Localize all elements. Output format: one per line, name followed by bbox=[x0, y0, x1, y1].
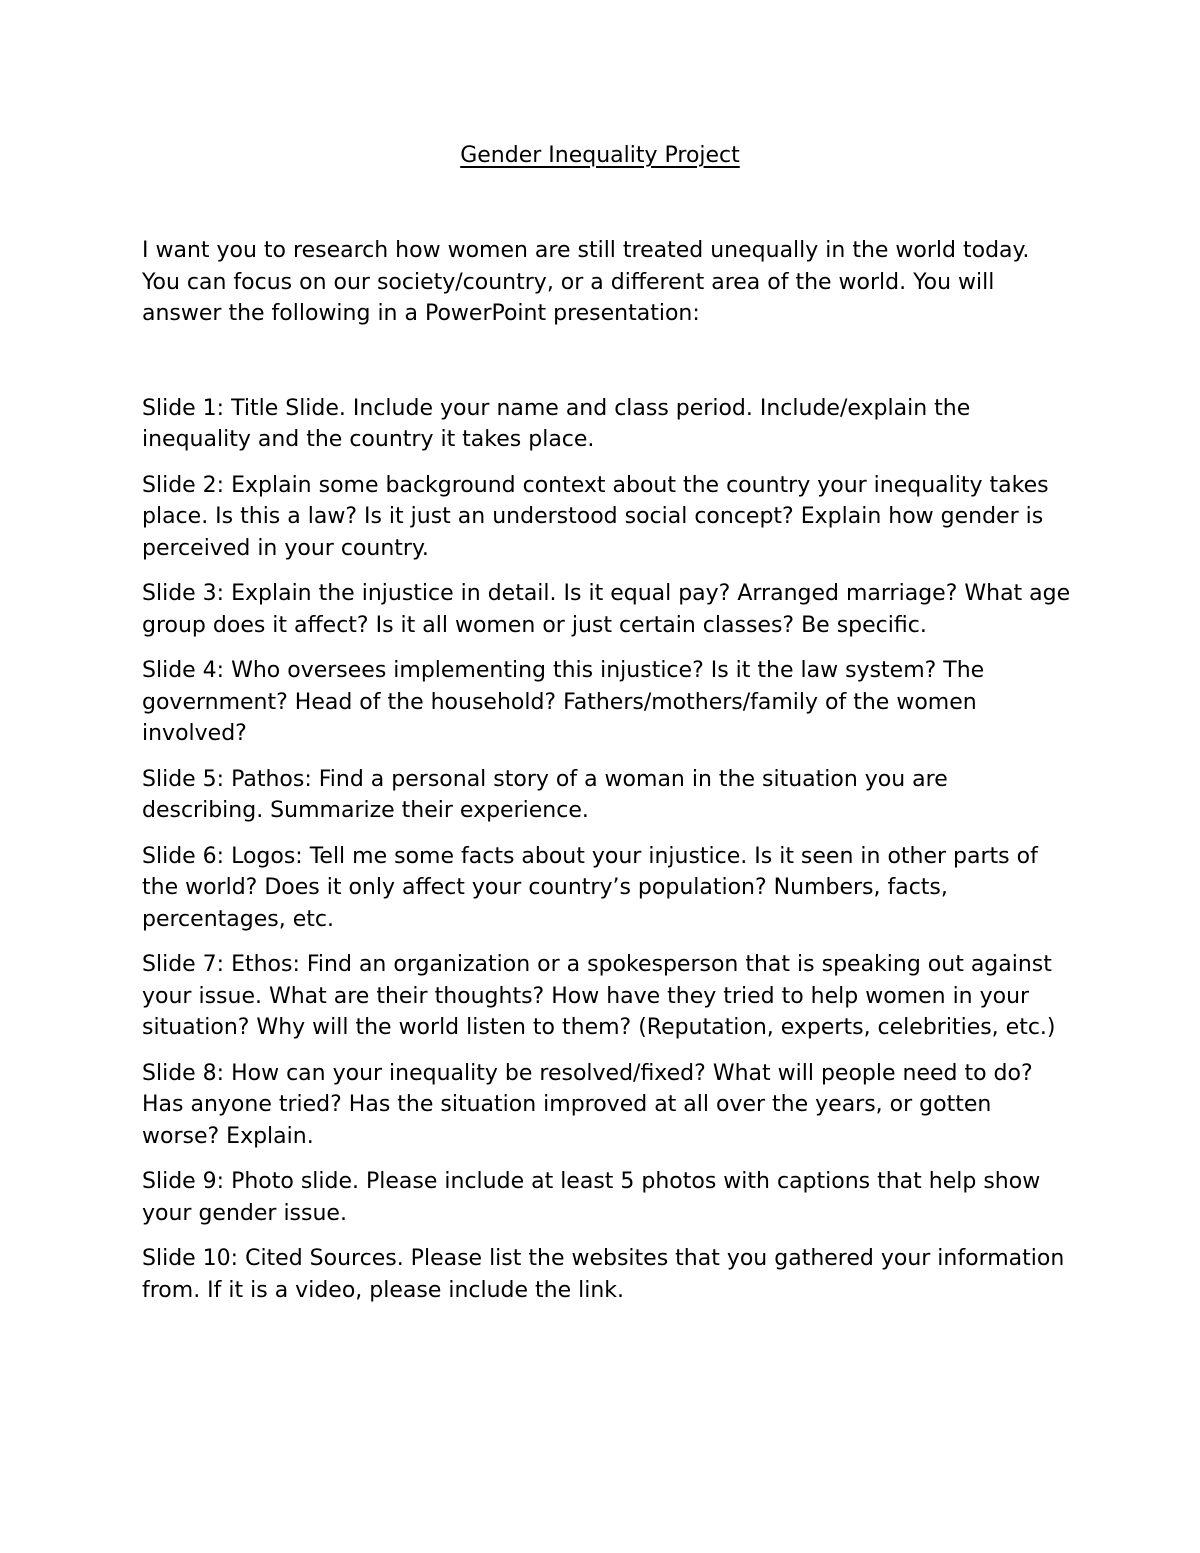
slide-2-instruction: Slide 2: Explain some background context about the country your inequality takes place. Is this a law? Is it just an understood social concept? Explain how gender is perceived in your country. bbox=[142, 472, 1049, 561]
slide-7-instruction: Slide 7: Ethos: Find an organization or a spokesperson that is speaking out against your issue. What are their thoughts? How have they tried to help women in your situation? Why will the world listen to them? (Reputation, experts, celebrities, etc.) bbox=[142, 952, 1056, 1040]
slide-1-instruction: Slide 1: Title Slide. Include your name and class period. Include/explain the inequality and the country it takes place. bbox=[142, 395, 971, 452]
slide-5-instruction: Slide 5: Pathos: Find a personal story of a woman in the situation you are describing. Summarize their experience. bbox=[142, 766, 948, 823]
slide-6-instruction: Slide 6: Logos: Tell me some facts about your injustice. Is it seen in other parts of the world? Does it only affect your country’s population? Numbers, facts, percentages, etc. bbox=[142, 843, 1038, 932]
document-title: Gender Inequality Project bbox=[460, 143, 740, 168]
slide-9-instruction: Slide 9: Photo slide. Please include at least 5 photos with captions that help show your gender issue. bbox=[142, 1169, 1041, 1226]
slide-8-instruction: Slide 8: How can your inequality be resolved/fixed? What will people need to do? Has anyone tried? Has the situation improved at all over the years, or gotten worse? Explain. bbox=[142, 1060, 1033, 1149]
intro-paragraph: I want you to research how women are still treated unequally in the world today. You can focus on our society/country, or a different area of the world. You will answer the following in a PowerPoint presentation: bbox=[142, 238, 1030, 326]
document-body bbox=[142, 235, 1072, 1320]
slide-4-instruction: Slide 4: Who oversees implementing this injustice? Is it the law system? The government? Head of the household? Fathers/mothers/family of the women involved? bbox=[142, 658, 985, 746]
slide-10-instruction: Slide 10: Cited Sources. Please list the websites that you gathered your information from. If it is a video, please include the link. bbox=[142, 1246, 1065, 1303]
slide-3-instruction: Slide 3: Explain the injustice in detail. Is it equal pay? Arranged marriage? What age group does it affect? Is it all women or just certain classes? Be specific. bbox=[142, 581, 1071, 638]
